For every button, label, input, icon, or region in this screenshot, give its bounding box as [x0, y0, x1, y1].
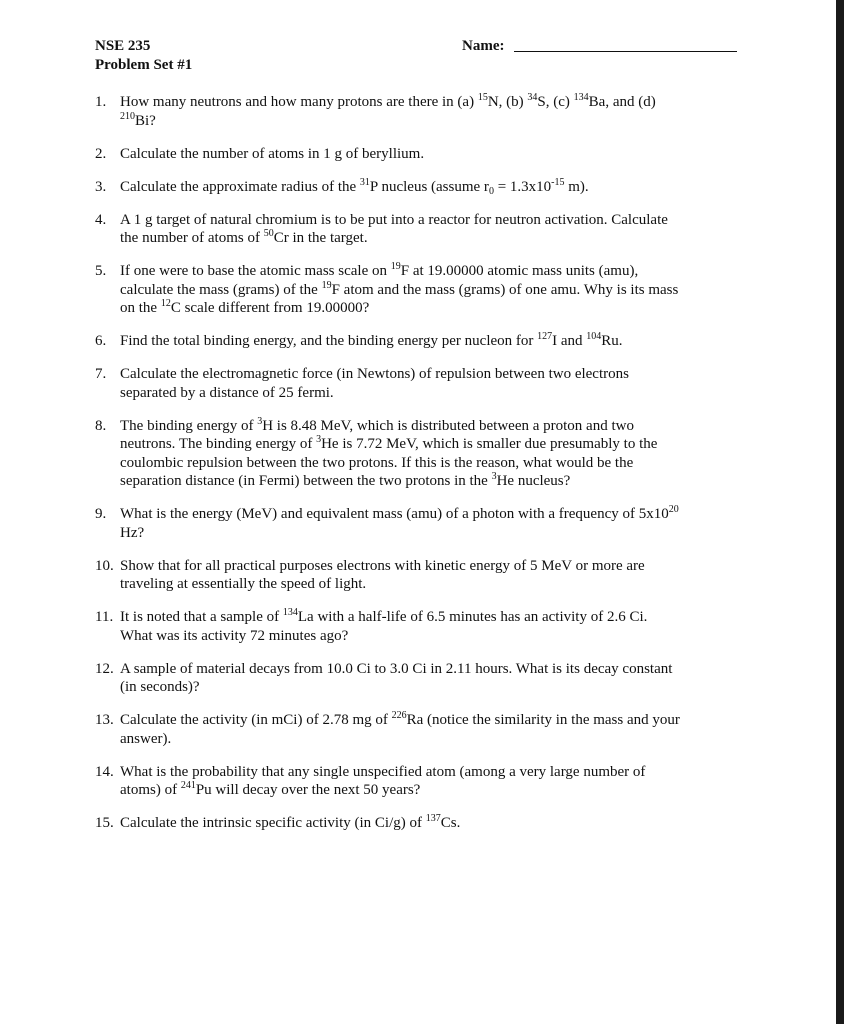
superscript: 15 [477, 92, 488, 103]
name-blank-line[interactable] [514, 39, 737, 52]
superscript: 19 [321, 279, 332, 291]
text-run: Cs. [440, 815, 461, 831]
text-run: A 1 g target of natural chromium is to be put into a reactor for neutron activation. Calculate [120, 211, 668, 228]
problem-item [95, 332, 745, 351]
text-run: Hz? [120, 524, 145, 541]
text-run: H is 8.48 MeV, which is distributed between a proton and two [262, 417, 634, 434]
text-run: neutrons. The binding energy of [120, 436, 317, 452]
name-field[interactable] [462, 37, 737, 56]
text-run: separation distance (in Fermi) between the two protons in the [120, 473, 492, 489]
text-run: Bi? [135, 112, 156, 129]
text-run: Find the total binding energy, and the binding energy per nucleon for [120, 333, 538, 349]
problem-set-title: Problem Set #1 [95, 57, 193, 73]
superscript: 241 [180, 780, 196, 791]
problem-number: 10. [95, 557, 114, 574]
text-run: the number of atoms of [120, 230, 264, 246]
superscript: 104 [586, 331, 602, 342]
text-run: It is noted that a sample of [120, 609, 283, 625]
text-run: Ba, and (d) [588, 94, 656, 110]
text-run: traveling at essentially the speed of light. [120, 576, 367, 592]
problem-number: 3. [95, 178, 107, 195]
text-run: answer). [120, 730, 172, 747]
problem-item [95, 557, 745, 594]
problem-item [95, 93, 745, 130]
text-run: Calculate the intrinsic specific activity (in Ci/g) of [120, 815, 426, 831]
superscript: 12 [160, 298, 171, 309]
problem-number: 7. [95, 366, 107, 382]
problem-number: 11. [95, 609, 114, 625]
text-run: The binding energy of [120, 417, 258, 434]
problem-number: 4. [95, 211, 107, 228]
text-run: coulombic repulsion between the two protons. If this is the reason, what would be the [120, 454, 634, 471]
superscript: 137 [425, 813, 441, 824]
superscript: 50 [263, 228, 274, 239]
text-run: separated by a distance of 25 fermi. [120, 384, 334, 401]
text-run: La with a half-life of 6.5 minutes has an activity of 2.6 Ci. [297, 609, 648, 625]
problem-item [95, 763, 745, 800]
superscript: 134 [573, 92, 589, 103]
problem-item [95, 417, 745, 491]
text-run: How many neutrons and how many protons are there in (a) [120, 94, 478, 110]
problem-text [120, 332, 745, 351]
problem-number: 2. [95, 145, 107, 162]
text-run: What was its activity 72 minutes ago? [120, 627, 349, 644]
problem-number: 12. [95, 660, 114, 677]
name-label: Name: [462, 38, 505, 54]
problem-item [95, 145, 745, 164]
problem-text [120, 763, 745, 800]
superscript: 3 [257, 415, 263, 427]
text-run: Calculate the electromagnetic force (in Newtons) of repulsion between two electrons [120, 366, 629, 382]
problem-number: 14. [95, 763, 114, 780]
problem-text [120, 557, 745, 594]
text-run: Pu will decay over the next 50 years? [195, 782, 421, 798]
text-run: Calculate the approximate radius of the [120, 178, 360, 195]
text-run: A sample of material decays from 10.0 Ci to 3.0 Ci in 2.11 hours. What is its decay constant [120, 660, 673, 677]
problem-item [95, 505, 745, 542]
problem-number: 1. [95, 94, 107, 110]
problem-item [95, 211, 745, 248]
text-run: F at 19.00000 atomic mass units (amu), [400, 263, 639, 279]
text-run: If one were to base the atomic mass scale on [120, 263, 391, 279]
superscript: 127 [537, 331, 553, 342]
text-run: on the [120, 300, 161, 316]
problem-number: 9. [95, 506, 107, 522]
problem-text [120, 365, 745, 402]
problem-text [120, 211, 745, 248]
problem-item [95, 660, 745, 697]
superscript: 34 [527, 92, 538, 103]
text-run: N, (b) [487, 94, 528, 110]
problem-text [120, 711, 745, 748]
subscript: 0 [488, 185, 494, 197]
problem-text [120, 178, 745, 197]
superscript: 134 [282, 607, 298, 618]
problem-number: 15. [95, 815, 114, 831]
problem-text [120, 608, 745, 645]
text-run: Cr in the target. [273, 230, 368, 246]
problem-number: 5. [95, 263, 107, 279]
problem-item [95, 711, 745, 748]
problem-text [120, 505, 745, 542]
superscript: 31 [359, 176, 370, 188]
text-run: m). [564, 178, 589, 195]
superscript: 3 [316, 434, 322, 445]
superscript: 20 [668, 504, 679, 515]
text-run: atoms) of [120, 782, 181, 798]
superscript: 226 [391, 710, 407, 721]
text-run: Calculate the number of atoms in 1 g of beryllium. [120, 145, 425, 162]
text-run: C scale different from 19.00000? [170, 300, 370, 316]
text-run: Calculate the activity (in mCi) of 2.78 mg of [120, 712, 392, 728]
text-run: I and [552, 333, 587, 349]
problem-item [95, 365, 745, 402]
problem-item [95, 262, 745, 318]
superscript: 3 [491, 471, 497, 482]
problem-number: 6. [95, 333, 107, 349]
text-run: Show that for all practical purposes electrons with kinetic energy of 5 MeV or more are [120, 557, 645, 574]
text-run: = 1.3x10 [493, 178, 552, 195]
text-run: F atom and the mass (grams) of one amu. Why is its mass [331, 281, 679, 298]
text-run: What is the energy (MeV) and equivalent mass (amu) of a photon with a frequency of 5x10 [120, 506, 669, 522]
problem-number: 13. [95, 712, 114, 728]
text-run: S, (c) [537, 94, 574, 110]
problem-text [120, 262, 745, 318]
text-run: (in seconds)? [120, 679, 200, 695]
text-run: Ra (notice the similarity in the mass and your [406, 712, 680, 728]
problem-item [95, 178, 745, 197]
problem-text [120, 660, 745, 697]
problem-number: 8. [95, 417, 107, 434]
text-run: He is 7.72 MeV, which is smaller due presumably to the [321, 436, 658, 452]
superscript: 210 [120, 110, 135, 122]
course-code: NSE 235 [95, 38, 151, 54]
text-run: What is the probability that any single unspecified atom (among a very large number of [120, 763, 646, 780]
problem-text [120, 814, 745, 833]
superscript: -15 [551, 176, 565, 188]
problem-text [120, 417, 745, 491]
window-edge-bar [836, 0, 844, 1024]
problem-text [120, 93, 745, 130]
text-run: calculate the mass (grams) of the [120, 281, 322, 298]
problem-text [120, 145, 745, 164]
problem-list [95, 93, 745, 847]
text-run: He nucleus? [496, 473, 571, 489]
problem-item [95, 814, 745, 833]
problem-item [95, 608, 745, 645]
superscript: 19 [390, 261, 401, 272]
text-run: P nucleus (assume r [369, 178, 489, 195]
text-run: Ru. [601, 333, 623, 349]
